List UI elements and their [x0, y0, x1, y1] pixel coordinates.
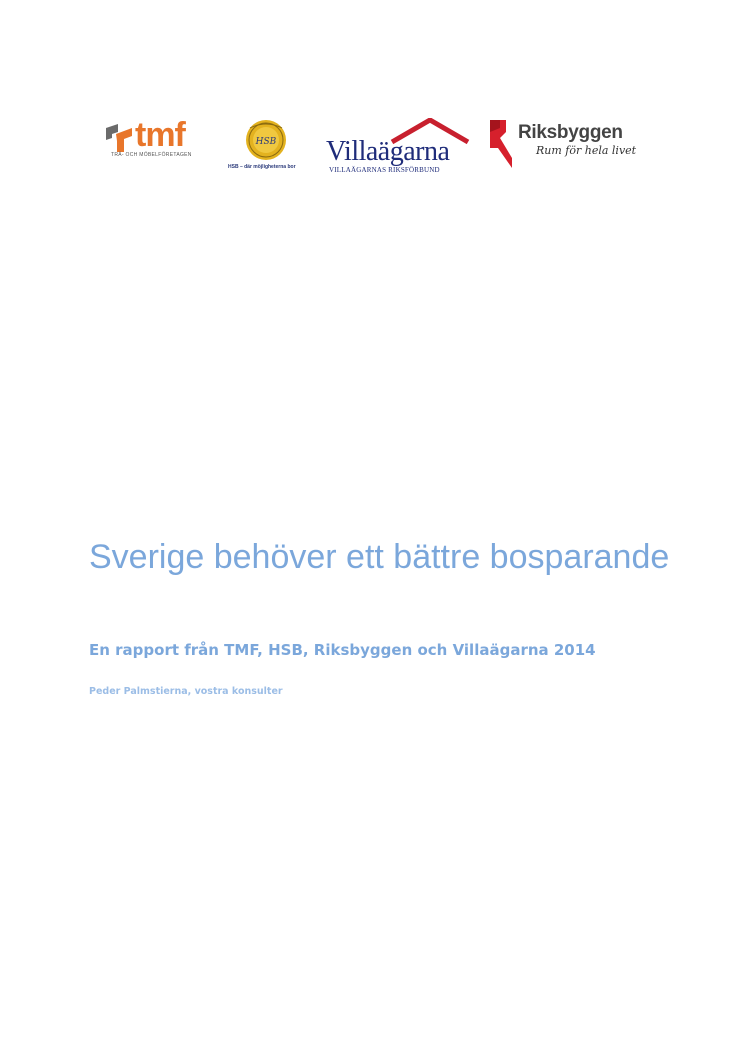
- partner-logos: [0, 112, 746, 182]
- tmf-logo: [104, 116, 214, 162]
- riksbyggen-tagline: Rum för hela livet: [536, 144, 637, 157]
- riksbyggen-mark-icon: [486, 118, 518, 172]
- tmf-mark-icon: [104, 124, 136, 154]
- villaagarna-subtitle: VILLAÄGARNAS RIKSFÖRBUND: [329, 166, 440, 174]
- document-subtitle: En rapport från TMF, HSB, Riksbyggen och Villaägarna 2014: [89, 641, 596, 659]
- hsb-emblem-text: HSB: [255, 137, 277, 147]
- document-title: Sverige behöver ett bättre bosparande: [89, 538, 670, 576]
- villaagarna-logo: [326, 118, 476, 176]
- riksbyggen-wordmark: Riksbyggen: [518, 122, 623, 143]
- tmf-tagline: TRÄ- OCH MÖBELFÖRETAGEN: [111, 152, 192, 158]
- villaagarna-wordmark: Villaägarna: [326, 136, 450, 167]
- riksbyggen-logo: [486, 118, 646, 176]
- hsb-logo: [228, 118, 318, 176]
- hsb-tagline: HSB – där möjligheterna bor: [228, 164, 296, 170]
- document-author: Peder Palmstierna, vostra konsulter: [89, 686, 283, 697]
- hsb-emblem-icon: [244, 118, 290, 162]
- tmf-wordmark: tmf: [135, 116, 185, 154]
